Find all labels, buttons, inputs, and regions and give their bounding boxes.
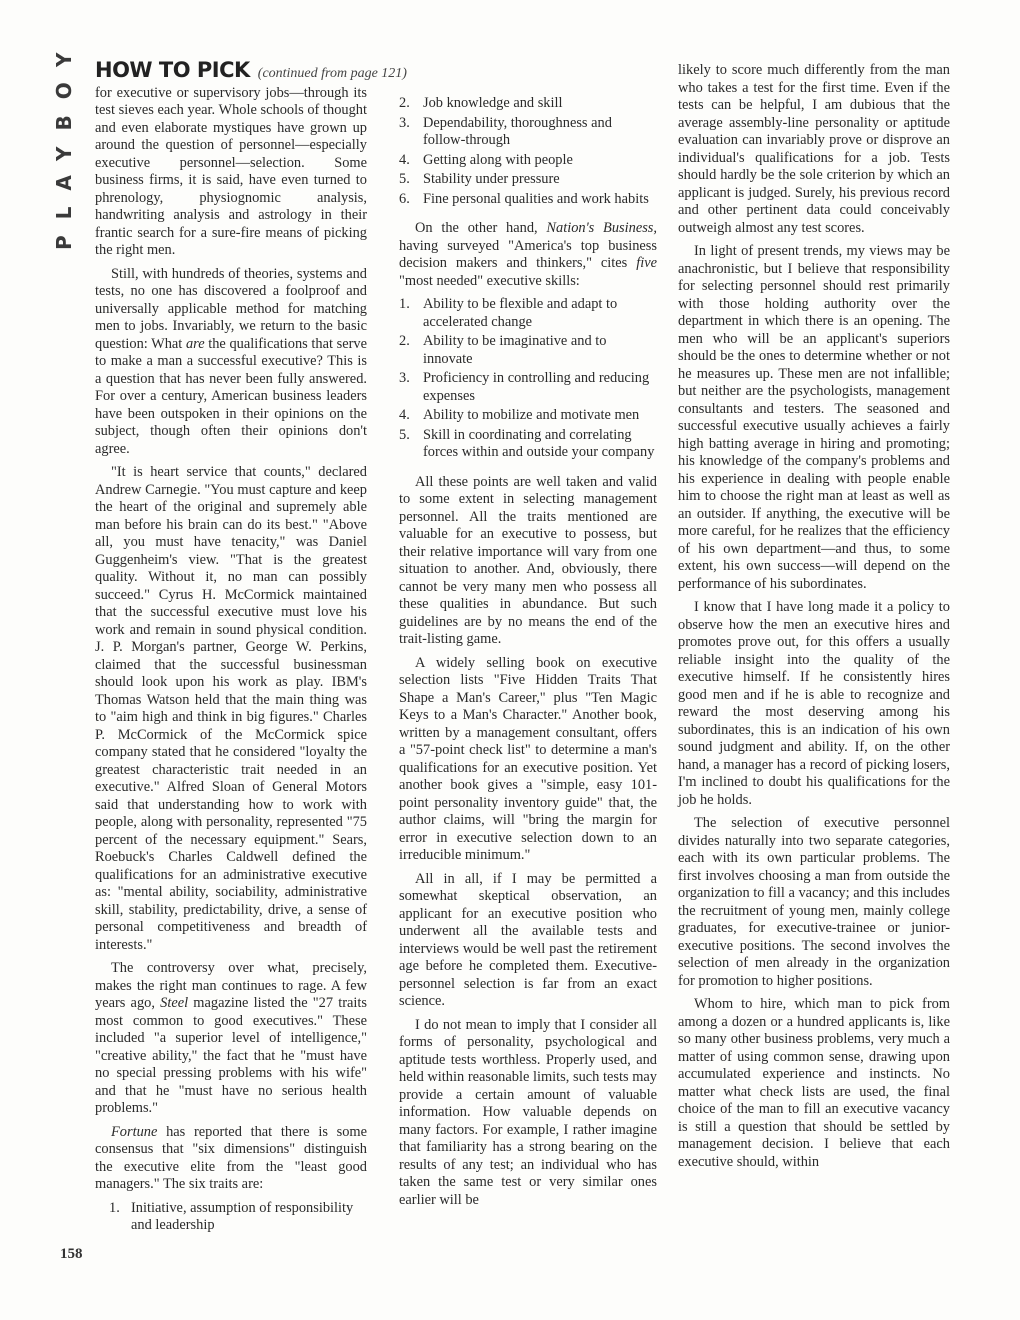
paragraph: A widely selling book on executive selection lists "Five Hidden Traits That Shape a Man's Career," plus "Ten Magic Keys to a Man's Character." Another book, written by a management consultant, offers a "57-point check list" to determine a man's qualifications for an executive position. Yet another book gives a "simple, easy 101-point personality inventory guide" that, the author claims, will "bring the margin for error in executive selection down to an irreducible minimum." <box>399 654 657 863</box>
list-item: 3. Dependability, thoroughness and follow-through <box>399 114 612 148</box>
list-item: 5. Stability under pressure <box>399 171 560 187</box>
six-traits-list <box>95 1200 367 1235</box>
continued-note: (continued from page 121) <box>257 66 407 81</box>
list-item: 1. Ability to be flexible and adapt to accelerated change <box>399 296 618 330</box>
paragraph: Whom to hire, which man to pick from among a dozen or a hundred applicants is, like so many other business problems, very much a matter of using common sense, drawing upon accumulated experience and instincts. No matter what check lists are used, the final choice of the man to fill an executive vacancy is still a question that should be settled by management decision. I believe that each executive should, within <box>678 996 950 1170</box>
six-traits-list-continued <box>399 95 657 208</box>
article-header <box>95 58 407 83</box>
paragraph: In light of present trends, my views may be anachronistic, but I believe that responsibility for selecting personnel should rest primarily with those holding authority over the department in which there is an opening. The men who will be an applicant's superiors should be the ones to determine whether or not he measures up. These men are not infallible; but neither are the psychologists, management consultants and testers. The seasoned and successful executive usually achieves a fairly high batting average in hiring and promoting; his knowledge of the company's problems and his experience in dealing with people enable him to choose the right man at least as well as an outsider. If anything, the executive will be more careful, for he realizes that the efficiency of his own department—and thus, to some extent, his own success—will depend on the performance of his subordinates. <box>678 243 950 592</box>
paragraph: likely to score much differently from the man who takes a test for the first time. Even if the tests can be helpful, I am dubious that the average assembly-line personality or aptitude evaluation can invariably prove or disprove an individual's qualifications for a job. Tests should hardly be the sole criterion by which an applicant is judged. Surely, his previous record and other pertinent data could conceivably outweigh almost any test scores. <box>678 62 950 236</box>
article-title: HOW TO PICK <box>95 58 250 82</box>
paragraph: The selection of executive personnel divides naturally into two separate categories, each with its own particular problems. The first involves choosing a man from outside the organization to fill a vacancy; and this includes the recruitment of young men, mainly college graduates, for executive-trainee or junior-executive positions. The second involves the selection of men already in the organization for promotion to higher positions. <box>678 815 950 989</box>
list-item: 2. Ability to be imaginative and to innovate <box>399 333 607 367</box>
paragraph: I do not mean to imply that I consider all forms of personality, psychological and aptitude tests worthless. Properly used, and held within reasonable limits, such tests may provide a certain amount of valuable information. How valuable depends on many factors. For example, I rather imagine that familiarity has a strong bearing on the results of any test; an individual who has taken the same test or very similar ones earlier will be <box>399 1016 657 1208</box>
paragraph: I know that I have long made it a policy to observe how the men an executive hires and promotes prove out, for this offers a usually reliable insight into the quality of the executive himself. If he consistently hires good men and if he is able to recognize and reward the most deserving among his subordinates, this is an indication of his own sound judgment and ability. If, on the other hand, a manager has a record of picking losers, I'm inclined to doubt his qualifications for the job he holds. <box>678 599 950 808</box>
list-item: 2. Job knowledge and skill <box>399 95 563 111</box>
paragraph: All these points are well taken and valid to some extent in selecting management personnel. All the traits mentioned are valuable for an executive to possess, but their relative importance will vary from one situation to another. And, obviously, there cannot be very many men who possess all these qualities in abundance. But such guidelines are by no means the end of the trait-listing game. <box>399 473 657 647</box>
list-item: 4. Getting along with people <box>399 151 573 168</box>
paragraph: On the other hand, Nation's Business, having surveyed "America's top business decision makers and thinkers," cites five "most needed" executive skills: <box>399 220 658 289</box>
paragraph: Fortune has reported that there is some consensus that "six dimensions" distinguish the executive elite from the "least good managers." The six traits are: <box>95 1123 367 1192</box>
paragraph: Still, with hundreds of theories, systems and tests, no one has discovered a foolproof and universally applicable method for matching men to jobs. Invariably, we return to the basic question: What are the qualifications that serve to make a man a successful executive? This is a question that has never been fully answered. For over a century, American business leaders have been outspoken in their opinions on the subject, though often their opinions don't agree. <box>95 265 367 457</box>
list-item: 6. Fine personal qualities and work habits <box>399 190 649 207</box>
column-1 <box>95 58 407 1247</box>
five-skills-list <box>399 296 657 462</box>
page-number: 158 <box>60 1246 83 1262</box>
list-item: 1. Initiative, assumption of responsibility and leadership <box>109 1199 354 1233</box>
column-2 <box>399 95 657 1215</box>
list-item: 5. Skill in coordinating and correlating forces within and outside your company <box>399 426 655 460</box>
column-3 <box>678 62 950 1177</box>
list-item: 4. Ability to mobilize and motivate men <box>399 407 640 423</box>
magazine-side-label: PLAYBOY <box>52 36 76 250</box>
list-item: 3. Proficiency in controlling and reducing expenses <box>399 370 650 404</box>
paragraph: The controversy over what, precisely, makes the right man continues to rage. A few years ago, Steel magazine listed the "27 traits most common to good executives." These included "a superior level of intelligence," "creative ability," the fact that he "must have no special pressing problems with his wife" and that he "must have no serious health problems." <box>95 960 368 1116</box>
paragraph: "It is heart service that counts," declared Andrew Carnegie. "You must capture and keep the heart of the original and supremely able man before his brain can do its best." "Above all, you must have tenacity," was Daniel Guggenheim's view. "That is the greatest quality. Without it, no man can possibly succeed." Cyrus H. McCormick maintained that the successful executive must love his work and remain in sound physical condition. J. P. Morgan's partner, George W. Perkins, claimed that the successful businessman should look upon his work as play. IBM's Thomas Watson held that the main thing was to "aim high and think in big figures." Charles P. McCormick of the McCormick spice company stated that he considered "loyalty the greatest characteristic trait needed in an executive." Alfred Sloan of General Motors said that understanding how to work with people, along with personality, represented "75 percent of the necessary equipment." Sears, Roebuck's Charles Caldwell defined the qualifications for an administrative executive as: "mental ability, sociability, administrative skill, stability, predictability, drive, a sense of personal competitiveness and breadth of interests." <box>95 464 367 953</box>
paragraph: All in all, if I may be permitted a somewhat skeptical observation, an applicant for an executive position who underwent all the available tests and interviews would be well past the retirement age before he completed them. Executive-personnel selection is far from an exact science. <box>399 870 657 1009</box>
paragraph: for executive or supervisory jobs—through its test sieves each year. Whole schools of thought and even elaborate mystiques have grown up around the question of personnel—especially executive personnel—selection. Some business firms, it is said, have even turned to phrenology, physiognomic analysis, handwriting analysis and astrology in their frantic search for a sure-fire means of picking the right men. <box>95 84 367 258</box>
